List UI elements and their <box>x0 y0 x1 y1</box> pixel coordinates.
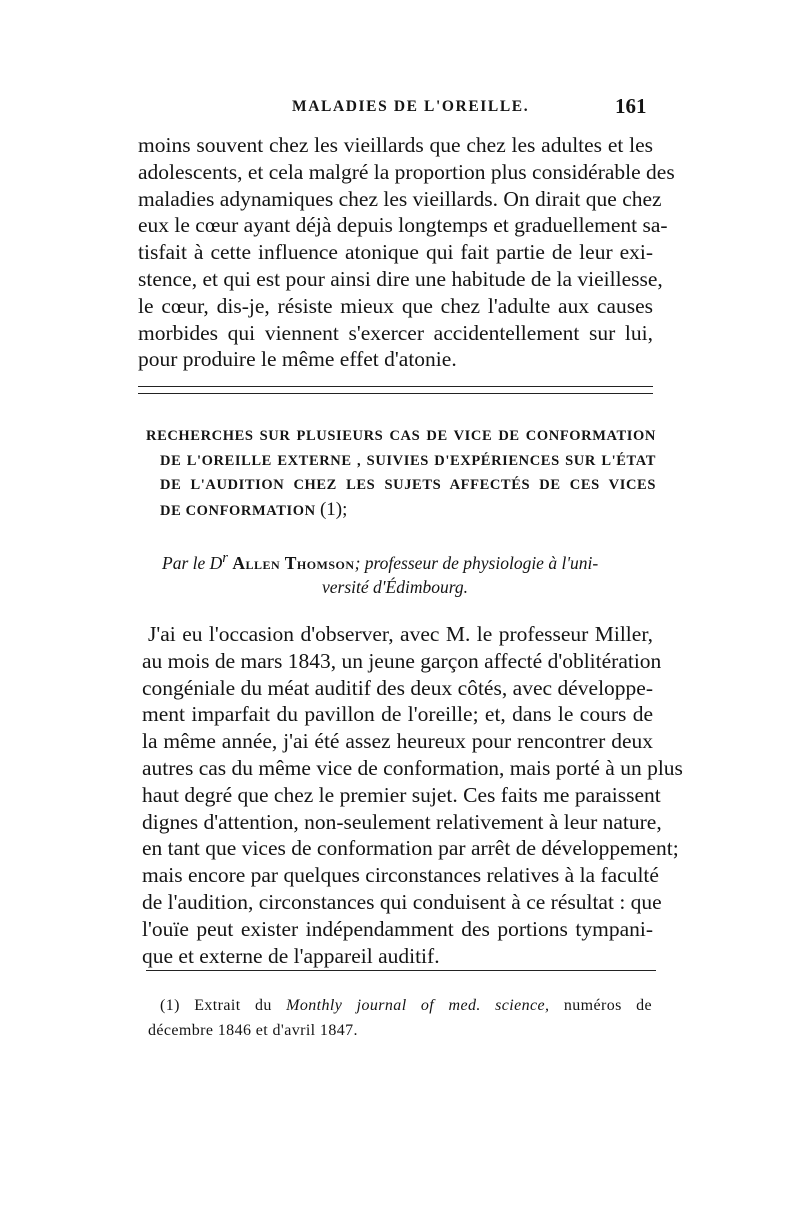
byline-prefix: Par le D <box>162 552 223 573</box>
footnote <box>148 993 652 1043</box>
text-line: la même année, j'ai été assez heureux pour rencontrer deux <box>142 729 653 754</box>
text-line: haut degré que chez le premier sujet. Ces faits me paraissent <box>142 782 661 807</box>
section-divider <box>138 386 653 394</box>
title-line-last <box>146 498 656 524</box>
byline-line: versité d'Édimbourg. <box>322 576 468 597</box>
text-line: stence, et qui est pour ainsi dire une habitude de la vieillesse, <box>138 266 663 291</box>
text-line: adolescents, et cela malgré la proportion plus considérable des <box>138 159 675 184</box>
text-line: congéniale du méat auditif des deux côtés, avec développe- <box>142 675 653 700</box>
page-number: 161 <box>615 94 647 118</box>
text-line: moins souvent chez les vieillards que chez les adultes et les <box>138 133 653 157</box>
text-line: pour produire le même effet d'atonie. <box>138 347 457 372</box>
text-line: eux le cœur ayant déjà depuis longtemps et graduellement sa- <box>138 213 668 238</box>
text-line: l'ouïe peut exister indépendamment des portions tympani- <box>142 916 653 941</box>
title-line-text: DE CONFORMATION <box>160 502 316 519</box>
paragraph-body <box>142 621 683 969</box>
footnote-rule <box>146 970 656 971</box>
title-line: DE L'AUDITION CHEZ LES SUJETS AFFECTÉS DE CES VICES <box>160 477 656 494</box>
footnote-text: numéros de <box>549 997 653 1014</box>
text-line: ment imparfait du pavillon de l'oreille; et, dans le cours de <box>142 702 653 727</box>
text-line: maladies adynamiques chez les vieillards. On dirait que chez <box>138 186 662 211</box>
running-head <box>0 94 800 122</box>
text-line: de l'audition, circonstances qui conduisent à ce résultat : que <box>142 889 662 914</box>
text-line: le cœur, dis-je, résiste mieux que chez l'adulte aux causes <box>138 293 653 318</box>
footnote-line: décembre 1846 et d'avril 1847. <box>148 1022 358 1039</box>
footnote-text: (1) Extrait du <box>160 997 287 1014</box>
text-line: en tant que vices de conformation par arrêt de développement; <box>142 836 679 861</box>
text-line: que et externe de l'appareil auditif. <box>142 943 440 968</box>
text-line: au mois de mars 1843, un jeune garçon affecté d'oblitération <box>142 648 662 673</box>
text-line: mais encore par quelques circonstances relatives à la faculté <box>142 863 659 888</box>
journal-title: Monthly journal of med. science, <box>286 997 550 1014</box>
title-line: DE L'OREILLE EXTERNE , SUIVIES D'EXPÉRIENCES SUR L'ÉTAT <box>160 452 656 469</box>
byline-line <box>162 546 652 575</box>
byline <box>162 546 652 599</box>
byline-affiliation: ; professeur de physiologie à l'uni- <box>354 552 599 573</box>
author-name: Allen Thomson <box>232 552 355 573</box>
article-title <box>146 424 656 523</box>
text-line: morbides qui viennent s'exercer accidentellement sur lui, <box>138 320 653 345</box>
text-line: dignes d'attention, non-seulement relativement à leur nature, <box>142 809 662 834</box>
running-title: MALADIES DE L'OREILLE. <box>292 98 530 115</box>
footnote-reference: (1); <box>319 498 348 520</box>
text-line: autres cas du même vice de conformation, mais porté à un plus <box>142 755 683 780</box>
byline-sup: r <box>222 550 228 566</box>
text-line: J'ai eu l'occasion d'observer, avec M. le professeur Miller, <box>148 622 653 646</box>
footnote-line <box>148 993 652 1018</box>
paragraph-continued <box>138 132 675 373</box>
title-line: RECHERCHES SUR PLUSIEURS CAS DE VICE DE CONFORMATION <box>146 428 656 444</box>
text-line: tisfait à cette influence atonique qui fait partie de leur exi- <box>138 240 653 265</box>
